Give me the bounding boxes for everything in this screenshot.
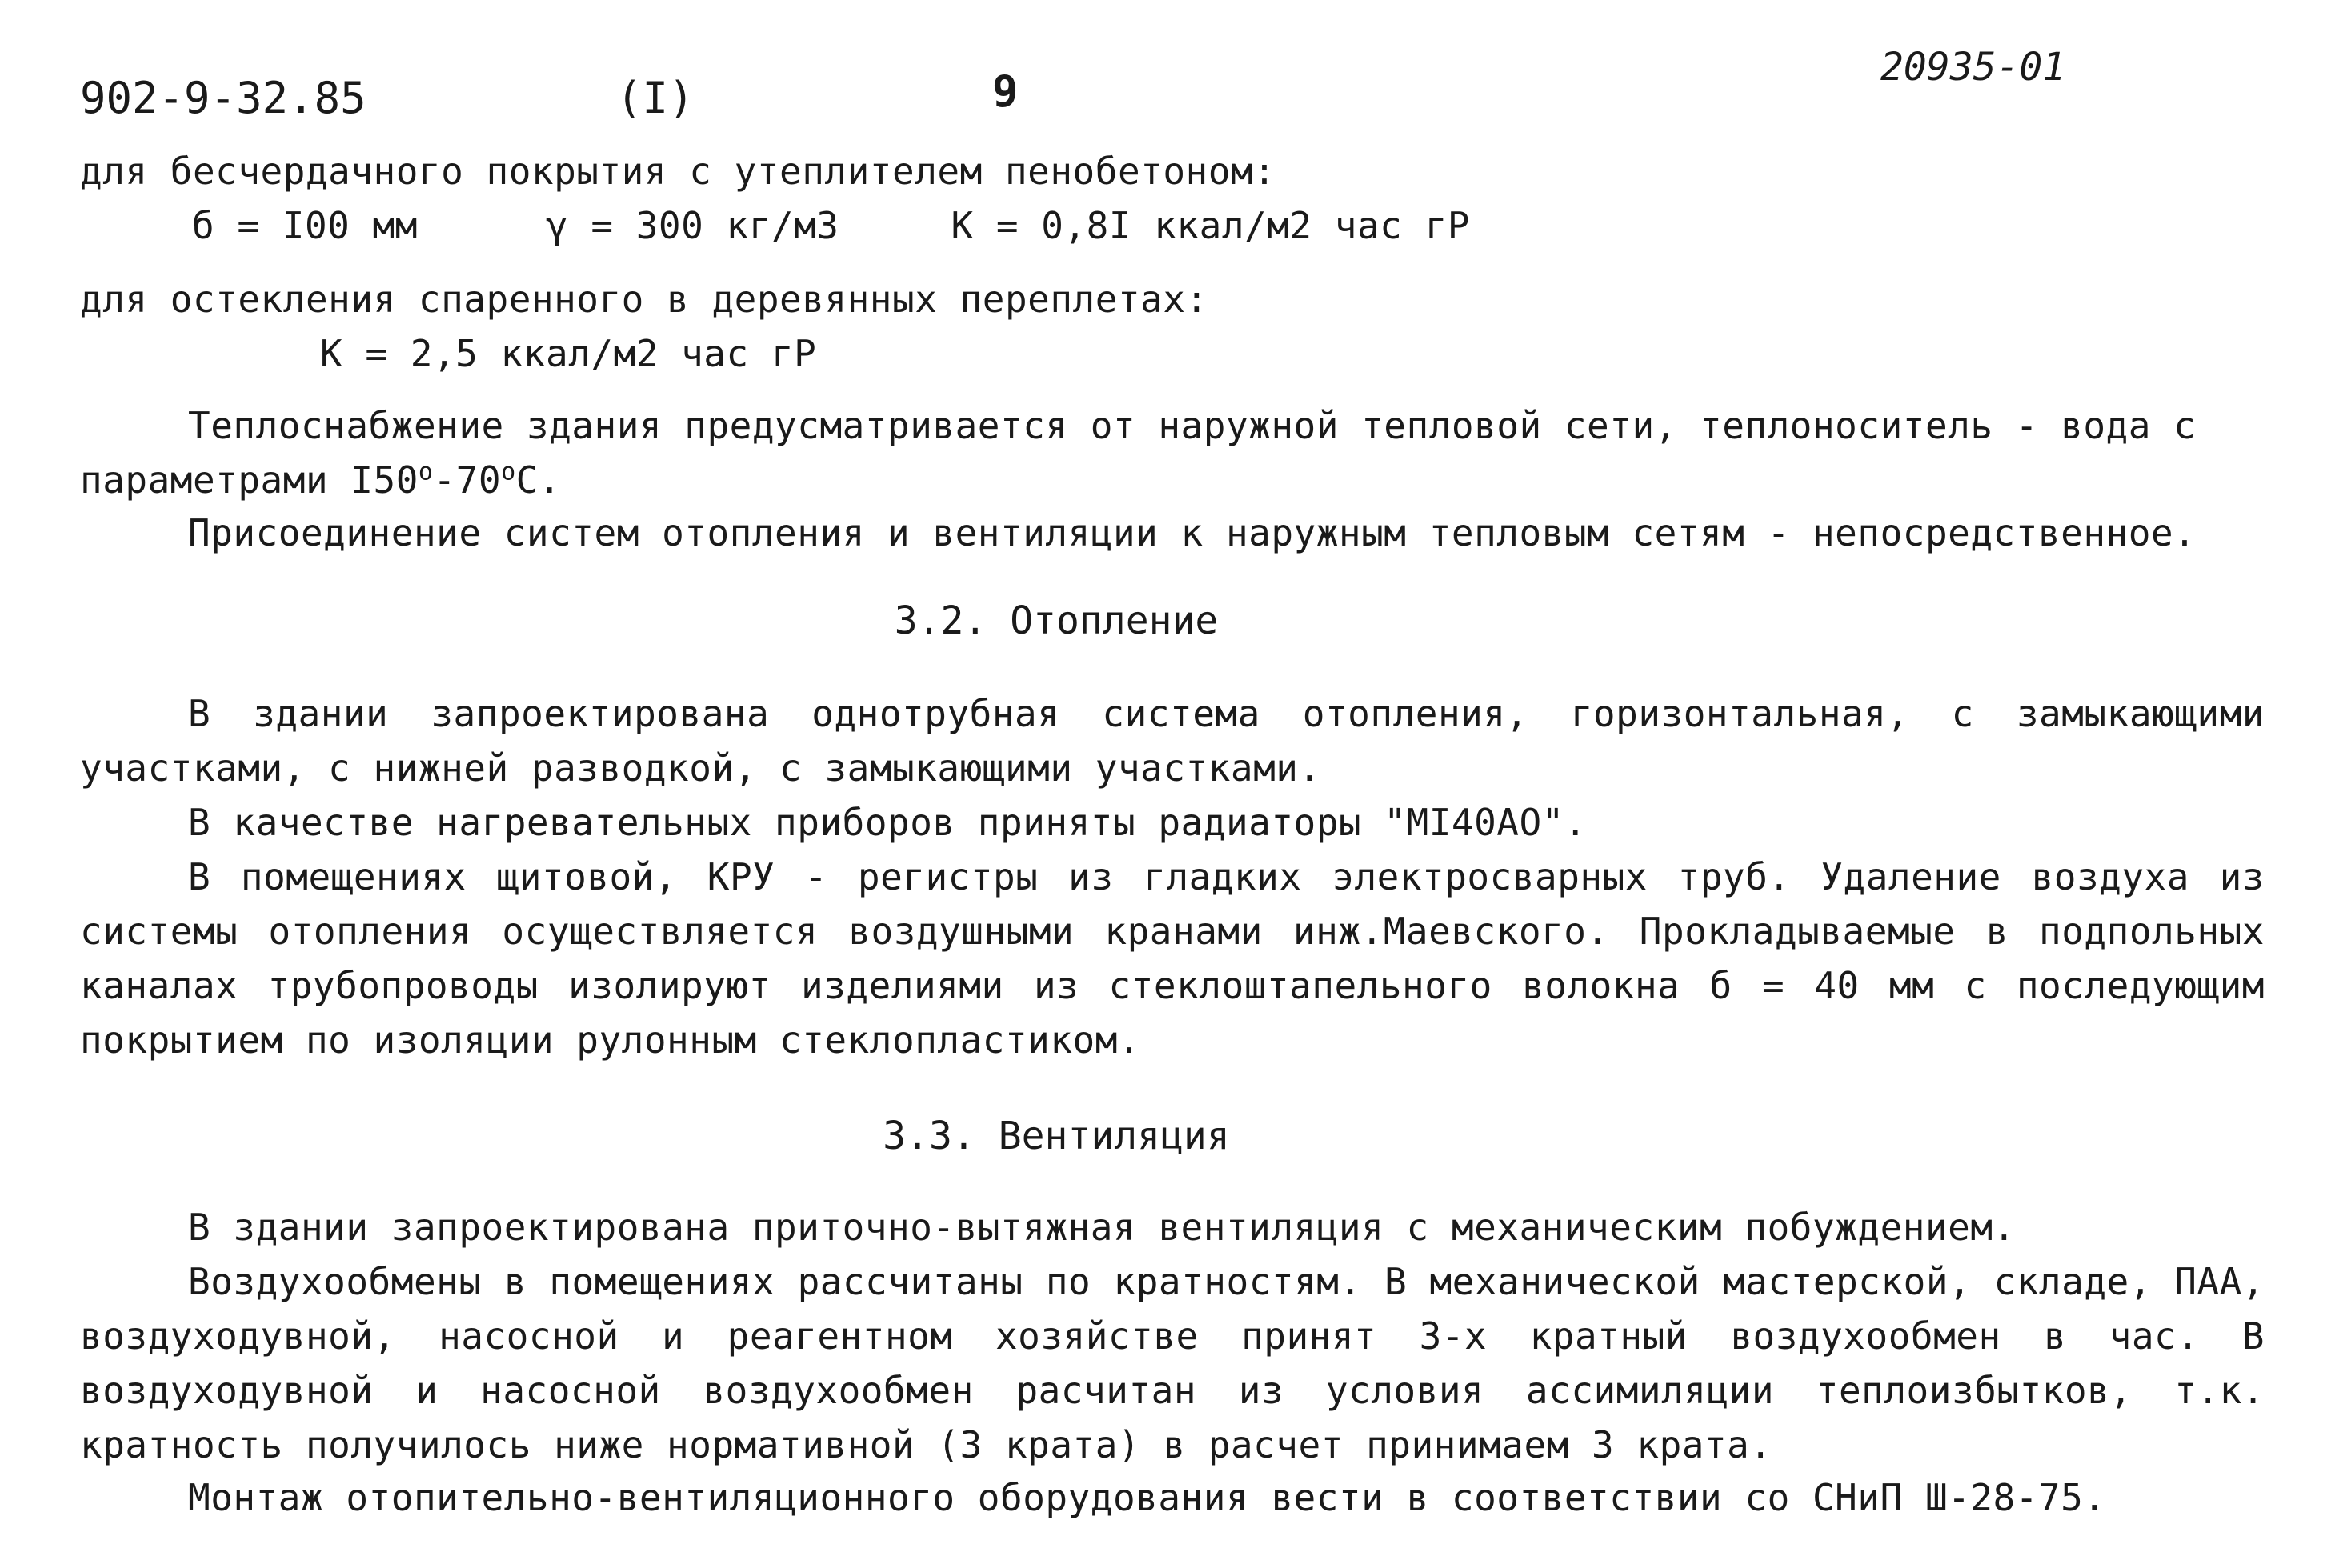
roof-insulation-values	[80, 198, 2335, 253]
heating-paragraph-2: В качестве нагревательных приборов приняты радиаторы "МI40АО".	[188, 801, 1588, 844]
ventilation-paragraph-2: Воздухообмены в помещениях рассчитаны по кратностям. В механической мастерской, складе, ПАА, воздуходувной, насосной и реагентном хозяйстве принят 3-х кратный воздухообмен в час. В воздуходувной и насосной воздухообмен расчитан из условия ассимиляции теплоизбытков, т.к. кратность получилось ниже нормативной (3 крата) в расчет принимаем 3 крата.	[80, 1260, 2265, 1466]
issue-number: (I)	[616, 73, 695, 123]
heat-supply-line1: Теплоснабжение здания предусматривается от наружной тепловой сети, теплоноситель - вода с	[188, 404, 2197, 447]
ventilation-paragraph-3: Монтаж отопительно-вентиляционного оборудования вести в соответствии со СНиП Ш-28-75.	[188, 1476, 2106, 1519]
heat-supply-paragraph	[80, 398, 2265, 507]
section-heading-heating: 3.2. Отопление	[894, 598, 1219, 643]
roof-k-value: К = 0,8I ккал/м2 час гР	[951, 204, 1470, 247]
section-heading-ventilation: 3.3. Вентиляция	[883, 1114, 1230, 1158]
heat-params-dash: -70	[433, 458, 502, 502]
heat-supply-line2	[80, 453, 2265, 507]
glazing-label: для остекления спаренного в деревянных переплетах:	[80, 278, 1208, 321]
heating-paragraph-1: В здании запроектирована однотрубная система отопления, горизонтальная, с замыкающими участками, с нижней разводкой, с замыкающими участками.	[80, 692, 2265, 790]
roof-density: γ = 300 кг/м3	[545, 204, 839, 247]
heat-params-unit: С.	[515, 458, 562, 502]
glazing-k-value: К = 2,5 ккал/м2 час гР	[320, 332, 817, 375]
heat-params: параметрами I50	[80, 458, 419, 502]
ventilation-paragraph-1: В здании запроектирована приточно-вытяжная вентиляция с механическим побуждением.	[188, 1206, 2016, 1249]
heating-paragraph-3: В помещениях щитовой, КРУ - регистры из гладких электросварных труб. Удаление воздуха из системы отопления осуществляется воздушными кранами инж.Маевского. Прокладываемые в подпольных каналах трубопроводы изолируют изделиями из стеклоштапельного волокна б = 40 мм с последующим покрытием по изоляции рулонным стеклопластиком.	[80, 855, 2265, 1062]
roof-thickness: б = I00 мм	[192, 204, 418, 247]
connection-paragraph: Присоединение систем отопления и вентиляции к наружным тепловым сетям - непосредственное.	[188, 511, 2197, 554]
degree-mark: о	[418, 458, 434, 486]
archive-stamp: 20935-01	[1880, 45, 2066, 90]
roof-insulation-label: для бесчердачного покрытия с утеплителем пенобетоном:	[80, 150, 1276, 193]
document-code: 902-9-32.85	[80, 73, 366, 123]
page-number: 9	[992, 66, 1019, 117]
degree-mark: о	[501, 458, 516, 486]
